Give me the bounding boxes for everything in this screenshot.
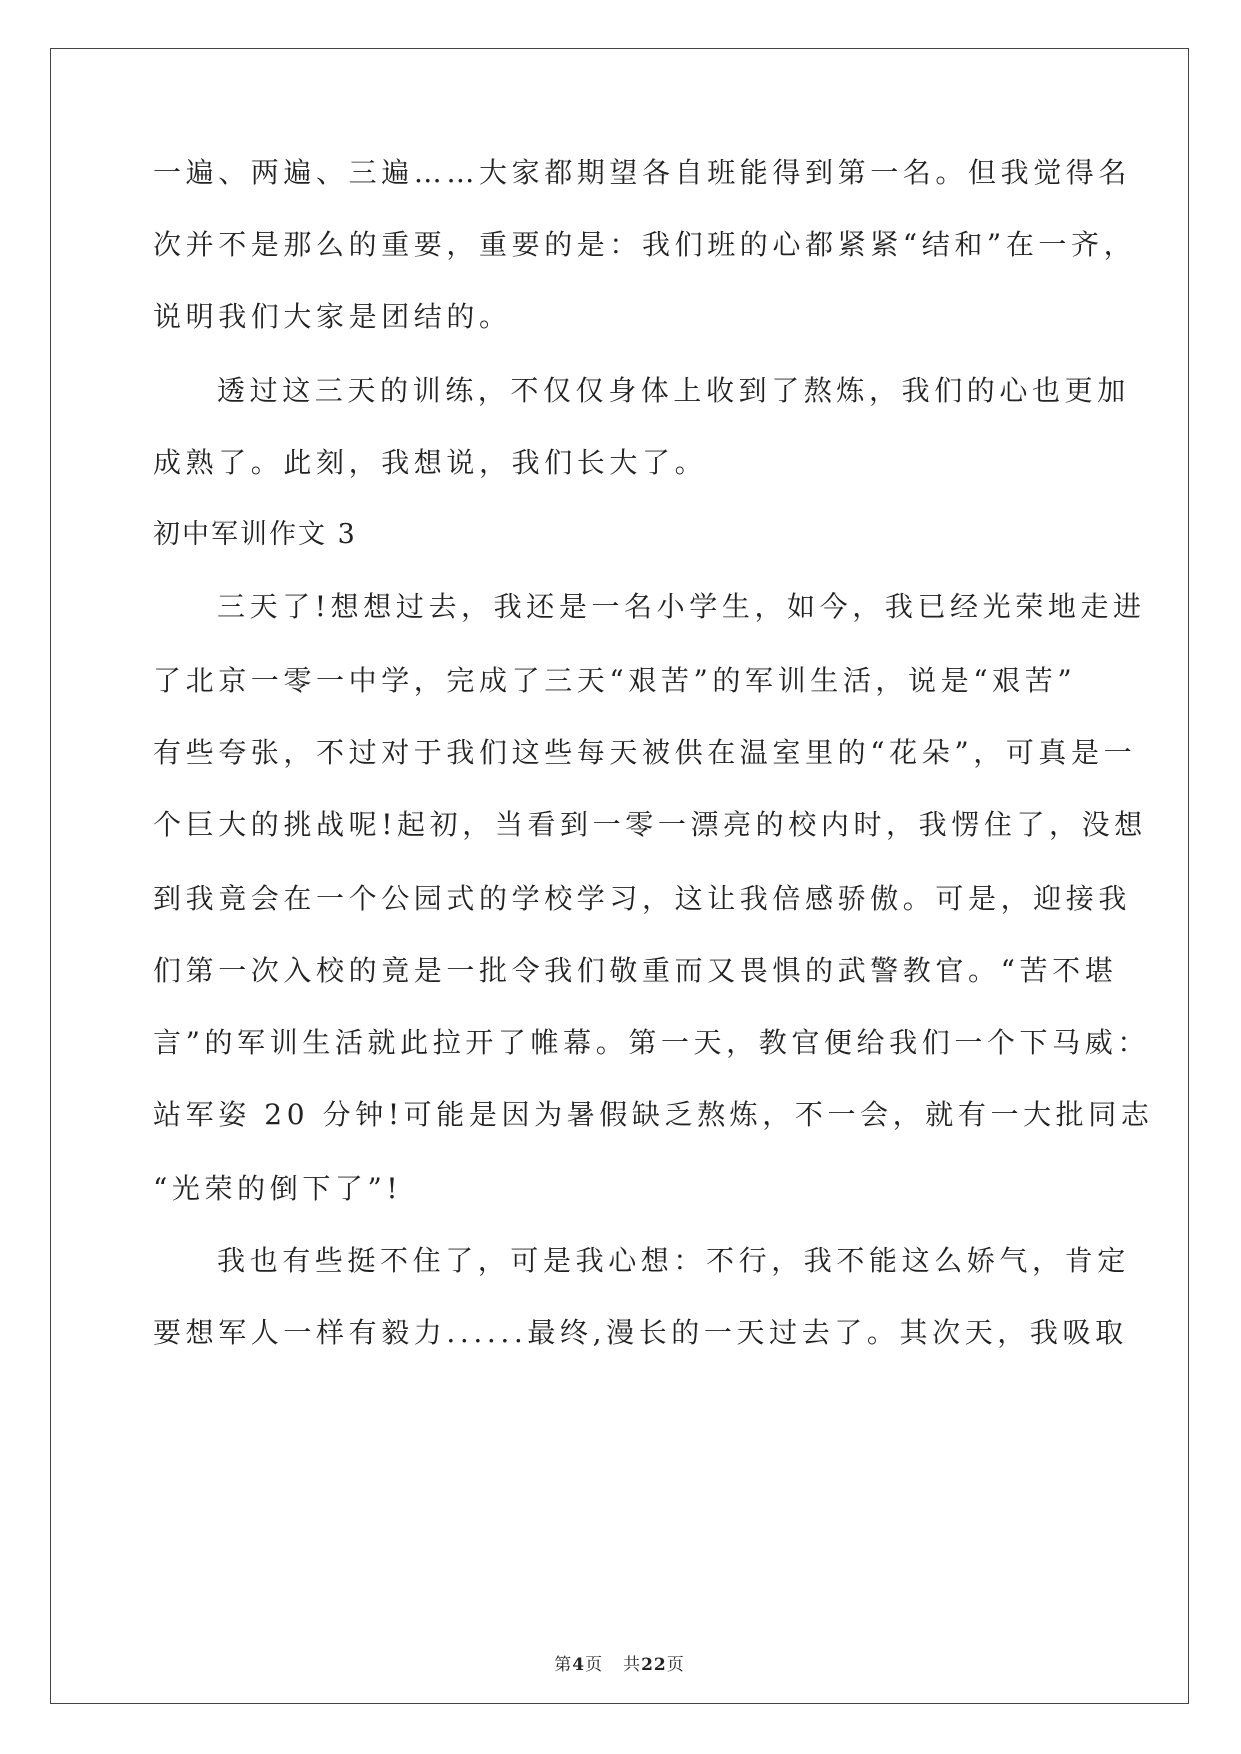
text-line: 了北京一零一中学，完成了三天“艰苦”的军训生活，说是“艰苦” (153, 664, 1077, 697)
footer-total-suffix: 页 (666, 1655, 685, 1675)
footer-prefix: 第 (554, 1655, 573, 1675)
text-line: 们第一次入校的竟是一批令我们敬重而又畏惧的武警教官。“苦不堪 (153, 954, 1118, 987)
text-line: 成熟了。此刻，我想说，我们长大了。 (153, 446, 708, 479)
text-line: 到我竟会在一个公园式的学校学习，这让我倍感骄傲。可是，迎接我 (153, 882, 1132, 915)
text-line: 要想军人一样有毅力......最终,漫长的一天过去了。其次天，我吸取 (153, 1316, 1128, 1349)
footer-page-word: 页 (585, 1655, 604, 1675)
current-page-number: 4 (572, 1655, 586, 1675)
footer-total-prefix: 共 (623, 1655, 642, 1675)
section-heading: 初中军训作文 3 (153, 519, 357, 550)
paragraph-first-line: 三天了!想想过去，我还是一名小学生，如今，我已经光荣地走进 (217, 590, 1146, 623)
paragraph-first-line: 我也有些挺不住了，可是我心想：不行，我不能这么娇气，肯定 (217, 1244, 1130, 1277)
page-footer (51, 1650, 1188, 1675)
text-line: “光荣的倒下了”! (153, 1172, 403, 1205)
paragraph-first-line: 透过这三天的训练，不仅仅身体上收到了熬炼，我们的心也更加 (217, 374, 1130, 407)
total-page-number: 22 (641, 1655, 667, 1675)
text-line: 言”的军训生活就此拉开了帷幕。第一天，教官便给我们一个下马威： (153, 1026, 1150, 1059)
text-line: 个巨大的挑战呢!起初，当看到一零一漂亮的校内时，我愣住了，没想 (153, 808, 1147, 841)
page-frame (50, 48, 1189, 1704)
text-line: 次并不是那么的重要，重要的是：我们班的心都紧紧“结和”在一齐， (153, 228, 1137, 261)
text-line: 一遍、两遍、三遍……大家都期望各自班能得到第一名。但我觉得名 (153, 156, 1132, 189)
text-line: 站军姿 20 分钟!可能是因为暑假缺乏熬炼，不一会，就有一大批同志 (153, 1098, 1154, 1131)
text-line: 说明我们大家是团结的。 (153, 300, 512, 333)
text-line: 有些夸张，不过对于我们这些每天被供在温室里的“花朵”，可真是一 (153, 736, 1137, 769)
